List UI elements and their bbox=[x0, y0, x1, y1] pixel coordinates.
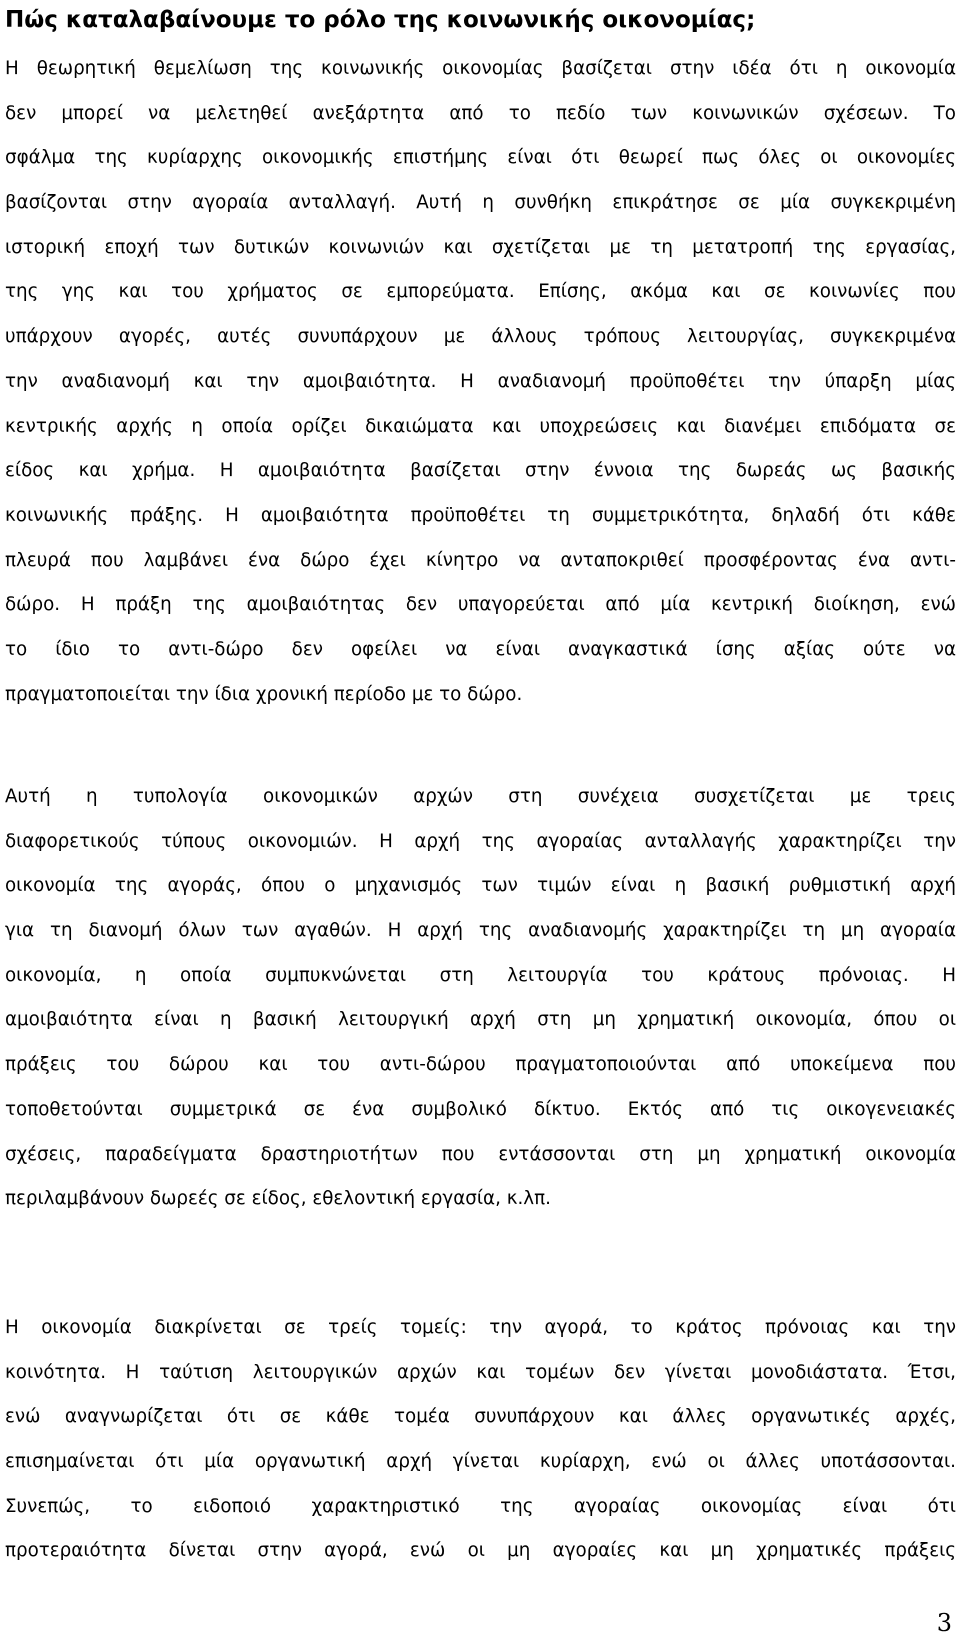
text-line: περιλαμβάνουν δωρεές σε είδος, εθελοντική εργασία, κ.λπ. bbox=[5, 1188, 551, 1210]
text-line: αμοιβαιότητα είναι η βασική λειτουργική αρχή στη μη χρηματική οικονομία, όπου οι bbox=[5, 1009, 956, 1031]
text-line: πράξεις του δώρου και του αντι-δώρου πραγματοποιούνται από υποκείμενα που bbox=[5, 1054, 956, 1076]
text-line: διαφορετικούς τύπους οικονομιών. Η αρχή της αγοραίας ανταλλαγής χαρακτηρίζει την bbox=[5, 830, 956, 852]
text-line: σφάλμα της κυρίαρχης οικονομικής επιστήμης είναι ότι θεωρεί πως όλες οι οικονομίες bbox=[5, 147, 956, 169]
text-line: την αναδιανομή και την αμοιβαιότητα. Η αναδιανομή προϋποθέτει την ύπαρξη μίας bbox=[5, 370, 956, 392]
text-line: δεν μπορεί να μελετηθεί ανεξάρτητα από το πεδίο των κοινωνικών σχέσεων. Το bbox=[5, 102, 956, 124]
text-line: κοινωνικής πράξης. Η αμοιβαιότητα προϋποθέτει τη συμμετρικότητα, δηλαδή ότι κάθε bbox=[5, 504, 956, 526]
text-line: Η οικονομία διακρίνεται σε τρείς τομείς: την αγορά, το κράτος πρόνοιας και την bbox=[5, 1317, 956, 1338]
text-line: είδος και χρήμα. Η αμοιβαιότητα βασίζεται στην έννοια της δωρεάς ως βασικής bbox=[5, 460, 956, 482]
text-line: το ίδιο το αντι-δώρο δεν οφείλει να είναι αναγκαστικά ίσης αξίας ούτε να bbox=[5, 638, 956, 660]
paragraph-3 bbox=[5, 1306, 956, 1574]
text-line: πραγματοποιείται την ίδια χρονική περίοδο με το δώρο. bbox=[5, 683, 523, 705]
text-line: κεντρικής αρχής η οποία ορίζει δικαιώματα και υποχρεώσεις και διανέμει επιδόματα σε bbox=[5, 415, 956, 437]
text-line: ιστορική εποχή των δυτικών κοινωνιών και σχετίζεται με τη μετατροπή της εργασίας, bbox=[5, 236, 956, 258]
paragraph-2 bbox=[5, 775, 956, 1222]
text-line: βασίζονται στην αγοραία ανταλλαγή. Αυτή η συνθήκη επικράτησε σε μία συγκεκριμένη bbox=[5, 192, 956, 214]
text-line: κοινότητα. Η ταύτιση λειτουργικών αρχών και τομέων δεν γίνεται μονοδιάστατα. Έτσι, bbox=[5, 1361, 956, 1383]
text-line: Η θεωρητική θεμελίωση της κοινωνικής οικονομίας βασίζεται στην ιδέα ότι η οικονομία bbox=[5, 58, 956, 79]
text-line: της γης και του χρήματος σε εμπορεύματα. Επίσης, ακόμα και σε κοινωνίες που bbox=[5, 281, 956, 303]
section-heading: Πώς καταλαβαίνουμε το ρόλο της κοινωνικής οικονομίας; bbox=[5, 7, 756, 33]
text-line: τοποθετούνται συμμετρικά σε ένα συμβολικό δίκτυο. Εκτός από τις οικογενειακές bbox=[5, 1098, 956, 1120]
text-line: υπάρχουν αγορές, αυτές συνυπάρχουν με άλλους τρόπους λειτουργίας, συγκεκριμένα bbox=[5, 326, 956, 348]
text-line: ενώ αναγνωρίζεται ότι σε κάθε τομέα συνυπάρχουν και άλλες οργανωτικές αρχές, bbox=[5, 1406, 956, 1428]
text-line: Συνεπώς, το ειδοποιό χαρακτηριστικό της αγοραίας οικονομίας είναι ότι bbox=[5, 1495, 956, 1517]
paragraph-1 bbox=[5, 47, 956, 717]
text-line: προτεραιότητα δίνεται στην αγορά, ενώ οι μη αγοραίες και μη χρηματικές πράξεις bbox=[5, 1540, 956, 1562]
text-line: επισημαίνεται ότι μία οργανωτική αρχή γίνεται κυρίαρχη, ενώ οι άλλες υποτάσσονται. bbox=[5, 1451, 956, 1473]
text-line: οικονομία της αγοράς, όπου ο μηχανισμός των τιμών είναι η βασική ρυθμιστική αρχή bbox=[5, 875, 956, 897]
text-line: οικονομία, η οποία συμπυκνώνεται στη λειτουργία του κράτους πρόνοιας. Η bbox=[5, 964, 956, 986]
text-line: σχέσεις, παραδείγματα δραστηριοτήτων που εντάσσονται στη μη χρηματική οικονομία bbox=[5, 1143, 956, 1165]
text-line: δώρο. Η πράξη της αμοιβαιότητας δεν υπαγορεύεται από μία κεντρική διοίκηση, ενώ bbox=[5, 594, 956, 616]
text-line: Αυτή η τυπολογία οικονομικών αρχών στη συνέχεια συσχετίζεται με τρεις bbox=[5, 786, 956, 807]
text-line: για τη διανομή όλων των αγαθών. Η αρχή της αναδιανομής χαρακτηρίζει τη μη αγοραία bbox=[5, 920, 956, 942]
page-number: 3 bbox=[936, 1609, 952, 1637]
text-line: πλευρά που λαμβάνει ένα δώρο έχει κίνητρο να ανταποκριθεί προσφέροντας ένα αντι- bbox=[5, 549, 956, 571]
